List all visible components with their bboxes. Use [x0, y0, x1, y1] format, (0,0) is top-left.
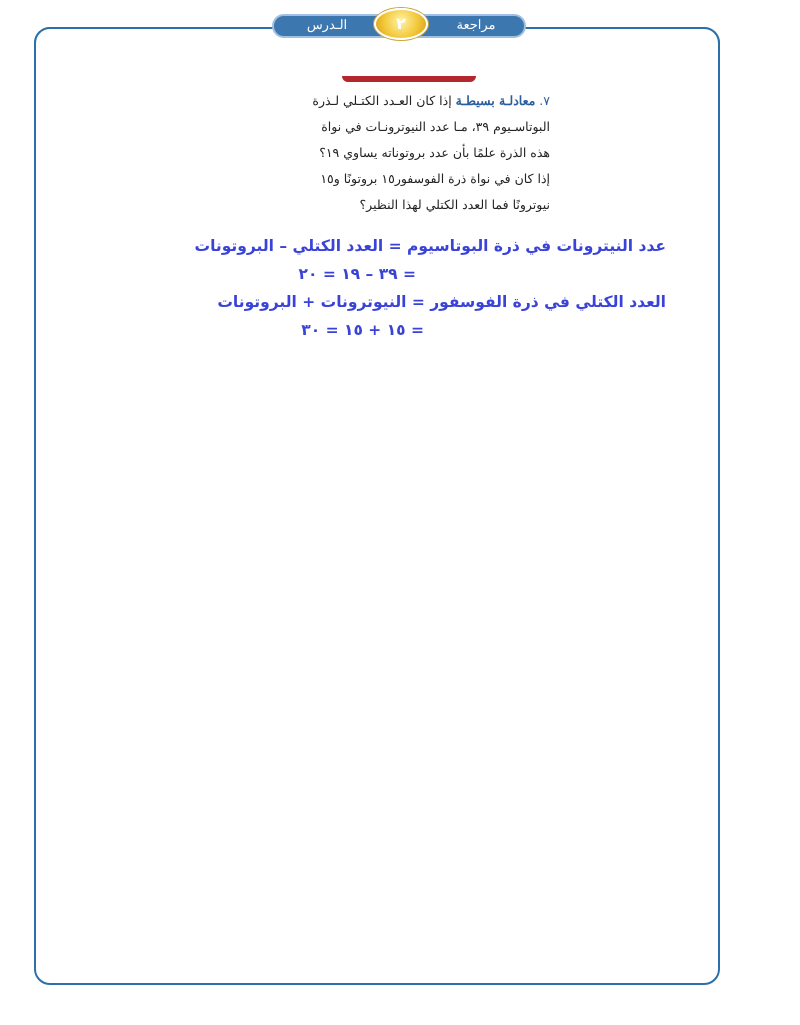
- answer-line-neutrons-result: = ٣٩ – ١٩ = ٢٠: [298, 265, 416, 283]
- question-first-line: [270, 88, 550, 114]
- section-tab-stub: [342, 76, 476, 82]
- question-heading: معادلـة بسيطـة: [455, 93, 536, 108]
- question-number: ٧.: [539, 93, 550, 108]
- question-line: إذا كان في نواة ذرة الفوسفور١٥ بروتونًا و١٥: [320, 171, 550, 186]
- review-label: مراجعة: [456, 18, 496, 33]
- question-line: هذه الذرة علمًا بأن عدد بروتوناته يساوي ١٩؟: [319, 145, 550, 160]
- lesson-label: الـدرس: [306, 18, 348, 33]
- answer-line-neutrons-formula: عدد النيترونات في ذرة البوتاسيوم = العدد الكتلي – البروتونات: [194, 237, 666, 255]
- question-line: نيوترونًا فما العدد الكتلي لهذا النظير؟: [359, 197, 550, 212]
- answer-line-mass-result: = ١٥ + ١٥ = ٣٠: [301, 321, 424, 339]
- question-line: إذا كان العـدد الكتـلي لـذرة: [312, 93, 452, 108]
- question-block: [270, 88, 550, 218]
- lesson-number-badge: ٢: [374, 8, 428, 40]
- question-line: البوتاسـيوم ٣٩، مـا عدد النيوترونـات في نواة: [321, 119, 550, 134]
- answer-line-mass-formula: العدد الكتلي في ذرة الفوسفور = النيوترونات + البروتونات: [217, 293, 666, 311]
